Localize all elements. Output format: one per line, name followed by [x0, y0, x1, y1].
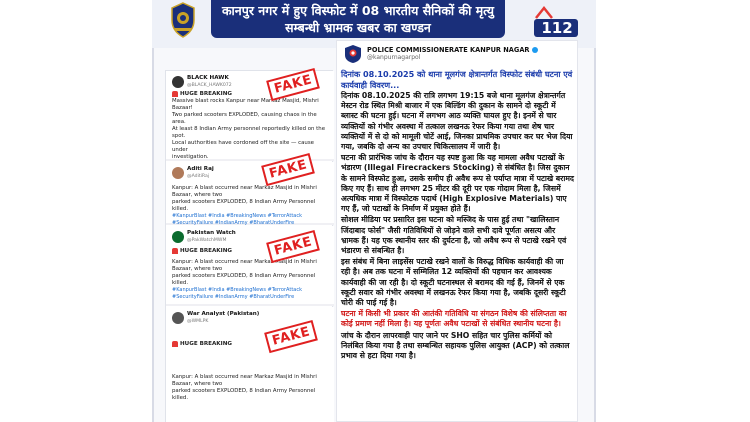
tweet-breaking-text: HUGE BREAKING [180, 91, 232, 97]
title-line-2: सम्बन्धी भ्रामक खबर का खण्डन [285, 20, 431, 35]
page-title [211, 0, 505, 38]
statement-paragraph: इस संबंध में बिना लाइसेंस पटाखे रखने वालों के विरुद्ध विधिक कार्यवाही की जा रही है। अब तक घटना में सम्मिलित 12 व्यक्तियों की पहचान कर आवश्यक कार्यवाही की जा रही है। दो स्कूटी घटनास्थल से बरामद की गई हैं, जिनमें से एक स्कूटी सवार को गंभीर अवस्था में लखनऊ रेफर किया गया है, जबकि दूसरी स्कूटी चोरी की पाई गई है। [341, 257, 566, 308]
avatar [172, 312, 184, 324]
fake-stamp: FAKE [266, 230, 320, 263]
tweet-author: Pakistan Watch [187, 230, 236, 236]
statement-paragraph: सोशल मीडिया पर प्रसारित इस घटना को मस्जिद के पास हुई तथा "खालिस्तान जिंदाबाद फोर्स" जैसी गतिविधियों से जोड़ने वाले सभी दावे पूर्णतः असत्य और भ्रामक हैं। यह एक स्थानीय स्तर की दुर्घटना है, जो अवैध रूप से पटाखे रखने एवं भंडारण से संबन्धित है। [341, 215, 567, 256]
emergency-112-logo [532, 4, 580, 40]
tweet-handle: @AditiRaj [187, 174, 210, 179]
tweet-line: parked scooters EXPLODED, 8 Indian Army Personnel killed. [172, 199, 316, 212]
tweet-line: Kanpur: A blast occurred near Markaz Masjid in Mishri Bazaar, where two [172, 185, 317, 198]
tweet-line: parked scooters EXPLODED, 8 Indian Army Personnel killed. [172, 388, 316, 401]
avatar [172, 167, 184, 179]
statement-title: दिनांक 08.10.2025 को थाना मूलगंज क्षेत्रान्तर्गत विस्फोट संबंधी घटना एवं कार्यवाही विवरण... [341, 69, 573, 90]
siren-icon [172, 91, 178, 97]
tweet-line: At least 8 Indian Army personnel reportedly killed on the spot. [172, 126, 326, 139]
tweet-author: BLACK HAWK [187, 75, 229, 81]
tweet-handle: @BLACK_HAWK072 [187, 83, 232, 88]
siren-icon [172, 341, 178, 347]
account-header [336, 40, 578, 68]
statement-paragraph: जांच के दौरान लापरवाही पाए जाने पर SHO सहित चार पुलिस कर्मियों को निलंबित किया गया है तथा सम्बन्धित सहायक पुलिस आयुक्त (ACP) को तत्काल प्रभाव से हटा दिया गया है। [341, 330, 570, 361]
fake-stamp: FAKE [266, 68, 320, 101]
tweet-author: Aditi Raj [187, 166, 214, 172]
statement-highlight: घटना में किसी भी प्रकार की आतंकी गतिविधि या संगठन विशेष की संलिप्तता का कोई प्रमाण नहीं मिला है। यह पूर्णतः अवैध पटाखों से संबंधित स्थानीय घटना है। [341, 309, 567, 329]
tweet-handle: @WMLPK [187, 319, 209, 324]
emergency-number: 112 [541, 19, 573, 37]
tweet-line: Local authorities have cordoned off the site — cause under [172, 140, 314, 153]
tweet-breaking-text: HUGE BREAKING [180, 248, 232, 254]
statement-paragraph: दिनांक 08.10.2025 की रात्रि लगभग 19:15 बजे थाना मूलगंज क्षेत्रान्तर्गत मेस्टन रोड स्थित मिश्री बाजार में एक बिल्डिंग की दुकान के सामने दो स्कूटी में ब्लास्ट की घटना हुई। घटना में लगभग आठ व्यक्ति घायल हुए है। इनमें से चार व्यक्तियों को गंभीर अवस्था में तत्काल लखनऊ रेफर किया गया तथा शेष चार व्यक्तियों में से दो को मामूली चोटें आई, जिनका प्राथमिक उपचार कर घर भेज दिया गया, जबकि दो अन्य का उपचार चिकित्सालय में जारी है। [341, 91, 573, 152]
statement-body [341, 69, 575, 361]
avatar [172, 231, 184, 243]
tweet-line: Massive blast rocks Kanpur near Markaz Masjid, Mishri Bazaar! [172, 98, 319, 111]
tweet-hashtags[interactable]: #KanpurBlast #India #BreakingNews #TerrorAttack #SecurityFailure #IndianArmy #BharatUnderFire [172, 287, 302, 300]
statement-paragraph: घटना की प्रारंभिक जांच के दौरान यह स्पष्ट हुआ कि यह मामला अवैध पटाखों के भंडारण (Illegal Firecrackers Stocking) से संबंधित है। जिस दुकान के सामने विस्फोट हुआ, उसके समीप ही अवैध रूप से पर्याप्त मात्रा में पटाखे बरामद किए गए हैं। साथ ही लगभग 25 मीटर की दूरी पर एक गोदाम मिला है, जिसमें अत्यधिक मात्रा में विस्फोटक पदार्थ (High Explosive Materials) पाए गए हैं, जो पटाखों के निर्माण में प्रयुक्त होते हैं। [341, 153, 574, 214]
tweet-line: investigation. [172, 154, 209, 160]
tweet-author: War Analyst (Pakistan) [187, 311, 260, 317]
up-police-emblem-icon [170, 2, 196, 38]
tweet-hashtags[interactable]: #KanpurBlast #India #BreakingNews #TerrorAttack #SecurityFailure #IndianArmy #BharatUnderFire [172, 213, 302, 226]
account-name[interactable]: POLICE COMMISSIONERATE KANPUR NAGAR [367, 46, 530, 54]
tweet-breaking-text: HUGE BREAKING [180, 341, 232, 347]
tweet-line: Two parked scooters EXPLODED, causing chaos in the area. [172, 112, 317, 125]
fake-stamp: FAKE [264, 320, 318, 353]
kanpur-police-logo-icon [344, 44, 362, 64]
siren-icon [172, 248, 178, 254]
tweet-handle: @PakWatchMWM [187, 238, 227, 243]
tweet-line: Kanpur: A blast occurred near Markaz Masjid in Mishri Bazaar, where two [172, 374, 317, 387]
tweet-line: parked scooters EXPLODED, 8 Indian Army Personnel killed. [172, 273, 316, 286]
account-handle[interactable]: @kanpurnagarpol [367, 54, 421, 61]
avatar [172, 76, 184, 88]
title-line-1: कानपुर नगर में हुए विस्फोट में 08 भारतीय सैनिकों की मृत्यु [221, 3, 495, 18]
fake-stamp: FAKE [261, 153, 315, 186]
tweet-line: Kanpur: A blast occurred near Markaz Masjid in Mishri Bazaar, where two [172, 259, 317, 272]
verified-badge-icon [532, 47, 538, 53]
